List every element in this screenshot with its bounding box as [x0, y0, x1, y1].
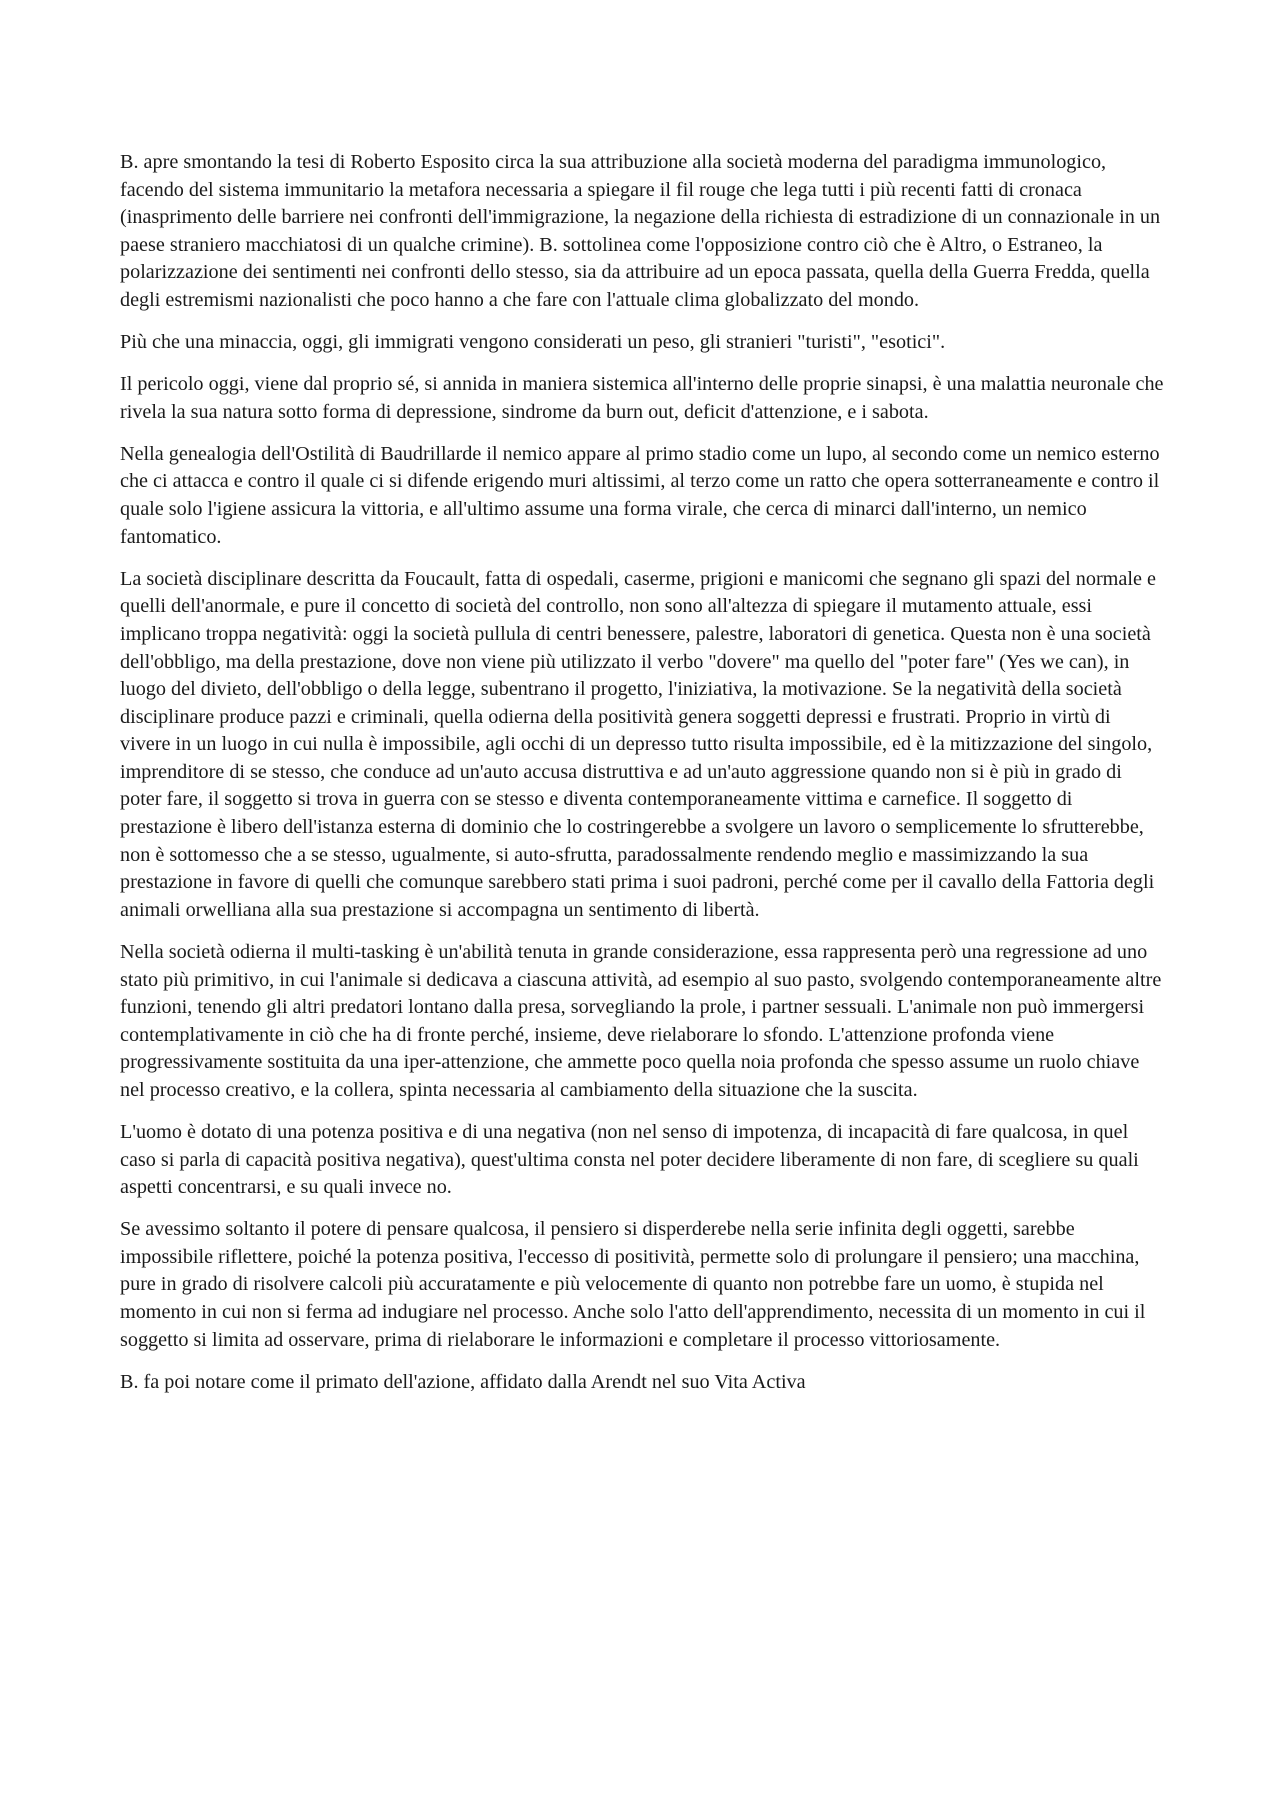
paragraph-7: L'uomo è dotato di una potenza positiva e di una negativa (non nel senso di impotenza, di incapacità di fare qualcosa, in quel caso si parla di capacità positiva negativa), quest'ultima consta nel poter decidere liberamente di non fare, di scegliere su quali aspetti concentrarsi, e su quali invece no.	[120, 1121, 1139, 1199]
paragraph-9: B. fa poi notare come il primato dell'azione, affidato dalla Arendt nel suo Vita Activa	[120, 1370, 806, 1393]
paragraph-2: Più che una minaccia, oggi, gli immigrati vengono considerati un peso, gli stranieri "turisti", "esotici".	[120, 331, 946, 354]
document-body	[120, 149, 1165, 1411]
paragraph-4: Nella genealogia dell'Ostilità di Baudrillarde il nemico appare al primo stadio come un lupo, al secondo come un nemico esterno che ci attacca e contro il quale ci si difende erigendo muri altissimi, al terzo come un ratto che opera sotterraneamente e contro il quale solo l'igiene assicura la vittoria, e all'ultimo assume una forma virale, che cerca di minarci dall'interno, un nemico fantomatico.	[120, 442, 1160, 548]
paragraph-8: Se avessimo soltanto il potere di pensare qualcosa, il pensiero si disperderebe nella serie infinita degli oggetti, sarebbe impossibile riflettere, poiché la potenza positiva, l'eccesso di positività, permette solo di prolungare il pensiero; una macchina, pure in grado di risolvere calcoli più accuratamente e più velocemente di quanto non potrebbe fare un uomo, è stupida nel momento in cui non si ferma ad indugiare nel processo. Anche solo l'atto dell'apprendimento, necessita di un momento in cui il soggetto si limita ad osservare, prima di rielaborare le informazioni e completare il processo vittoriosamente.	[120, 1218, 1146, 1351]
paragraph-6: Nella società odierna il multi-tasking è un'abilità tenuta in grande considerazione, essa rappresenta però una regressione ad uno stato più primitivo, in cui l'animale si dedicava a ciascuna attività, ad esempio al suo pasto, svolgendo contemporaneamente altre funzioni, tenendo gli altri predatori lontano dalla presa, sorvegliando la prole, i partner sessuali. L'animale non può immergersi contemplativamente in ciò che ha di fronte perché, insieme, deve rielaborare lo sfondo. L'attenzione profonda viene progressivamente sostituita da una iper-attenzione, che ammette poco quella noia profonda che spesso assume un ruolo chiave nel processo creativo, e la collera, spinta necessaria al cambiamento della situazione che la suscita.	[120, 940, 1162, 1101]
paragraph-3: Il pericolo oggi, viene dal proprio sé, si annida in maniera sistemica all'interno delle proprie sinapsi, è una malattia neuronale che rivela la sua natura sotto forma di depressione, sindrome da burn out, deficit d'attenzione, e i sabota.	[120, 373, 1164, 423]
paragraph-1: B. apre smontando la tesi di Roberto Esposito circa la sua attribuzione alla società moderna del paradigma immunologico, facendo del sistema immunitario la metafora necessaria a spiegare il fil rouge che lega tutti i più recenti fatti di cronaca (inasprimento delle barriere nei confronti dell'immigrazione, la negazione della richiesta di estradizione di un connazionale in un paese straniero macchiatosi di un qualche crimine). B. sottolinea come l'opposizione contro ciò che è Altro, o Estraneo, la polarizzazione dei sentimenti nei confronti dello stesso, sia da attribuire ad un epoca passata, quella della Guerra Fredda, quella degli estremismi nazionalisti che poco hanno a che fare con l'attuale clima globalizzato del mondo.	[120, 151, 1161, 311]
paragraph-5: La società disciplinare descritta da Foucault, fatta di ospedali, caserme, prigioni e manicomi che segnano gli spazi del normale e quelli dell'anormale, e pure il concetto di società del controllo, non sono all'altezza di spiegare il mutamento attuale, essi implicano troppa negatività: oggi la società pullula di centri benessere, palestre, laboratori di genetica. Questa non è una società dell'obbligo, ma della prestazione, dove non viene più utilizzato il verbo "dovere" ma quello del "poter fare" (Yes we can), in luogo del divieto, dell'obbligo o della legge, subentrano il progetto, l'iniziativa, la motivazione. Se la negatività della società disciplinare produce pazzi e criminali, quella odierna della positività genera soggetti depressi e frustrati. Proprio in virtù di vivere in un luogo in cui nulla è impossibile, agli occhi di un depresso tutto risulta impossibile, ed è la mitizzazione del singolo, imprenditore di se stesso, che conduce ad un'auto accusa distruttiva e ad un'auto aggressione quando non si è più in grado di poter fare, il soggetto si trova in guerra con se stesso e diventa contemporaneamente vittima e carnefice. Il soggetto di prestazione è libero dell'istanza esterna di dominio che lo costringerebbe a svolgere un lavoro o semplicemente lo sfrutterebbe, non è sottomesso che a se stesso, ugualmente, si auto-sfrutta, paradossalmente rendendo meglio e massimizzando la sua prestazione in favore di quelli che comunque sarebbero stati prima i suoi padroni, perché come per il cavallo della Fattoria degli animali orwelliana alla sua prestazione si accompagna un sentimento di libertà.	[120, 567, 1156, 921]
